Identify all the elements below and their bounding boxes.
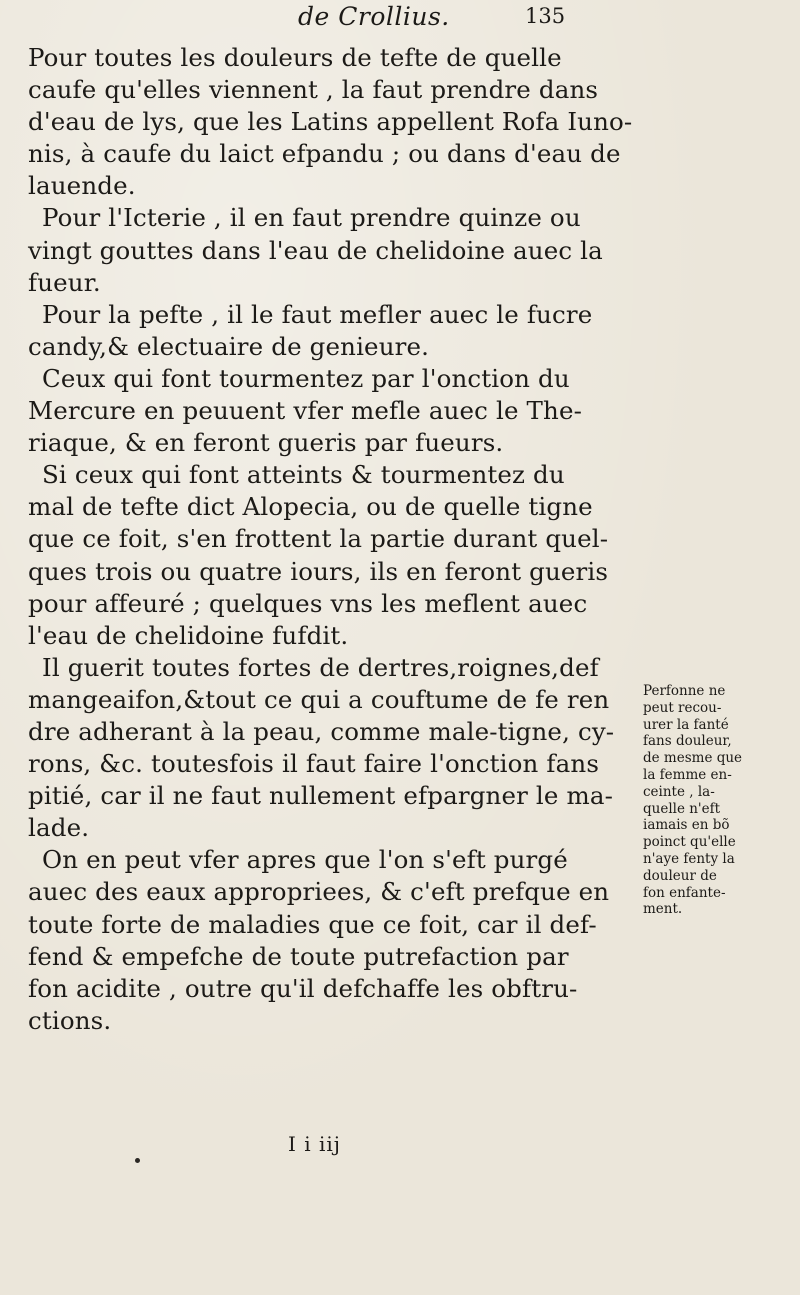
text-line: vingt gouttes dans l'eau de chelidoine auec la — [28, 235, 603, 265]
margin-note — [643, 683, 795, 918]
margin-note-line: la femme en- — [643, 766, 732, 783]
text-line: On en peut vfer apres que l'on s'eft purgé — [42, 845, 568, 875]
text-line: dre adherant à la peau, comme male-tigne, cy- — [28, 716, 615, 746]
text-line: Pour toutes les douleurs de tefte de quelle — [28, 43, 562, 72]
margin-note-line: poinct qu'elle — [643, 834, 736, 851]
margin-note-line: de mesme que — [643, 750, 743, 767]
text-line: ques trois ou quatre iours, ils en feront gueris — [28, 556, 609, 586]
text-line: auec des eaux appropriees, & c'eft prefque en — [28, 877, 610, 907]
margin-note-line: fon enfante- — [643, 884, 726, 901]
page-number: 135 — [525, 4, 566, 28]
ink-dot — [135, 1158, 140, 1163]
margin-note-line: Perfonne ne — [643, 683, 726, 699]
text-line: fend & empefche de toute putrefaction par — [28, 941, 569, 971]
margin-note-line: n'aye fenty la — [643, 850, 735, 867]
text-line: pitié, car il ne faut nullement efpargner le ma- — [28, 781, 614, 811]
body-text — [28, 42, 633, 1037]
text-line: rons, &c. toutesfois il faut faire l'onction fans — [28, 749, 600, 779]
margin-note-line: quelle n'eft — [643, 800, 721, 817]
text-line: caufe qu'elles viennent , la faut prendre dans — [28, 75, 599, 105]
text-line: toute forte de maladies que ce foit, car il def- — [28, 909, 597, 939]
text-line: fueur. — [28, 267, 101, 297]
text-line: que ce foit, s'en frottent la partie durant quel- — [28, 524, 609, 554]
text-line: Mercure en peuuent vfer mefle auec le The- — [28, 396, 583, 426]
margin-note-line: douleur de — [643, 867, 717, 884]
margin-note-line: ceinte , la- — [643, 783, 715, 800]
text-line: riaque, & en feront gueris par fueurs. — [28, 428, 504, 458]
text-line: mangeaifon,&tout ce qui a couftume de fe ren — [28, 684, 610, 714]
text-line: fon acidite , outre qu'il defchaffe les obftru- — [28, 973, 578, 1003]
text-line: d'eau de lys, que les Latins appellent Rofa Iuno- — [28, 107, 633, 137]
margin-note-line: urer la fanté — [643, 716, 729, 733]
text-line: nis, à caufe du laict efpandu ; ou dans d'eau de — [28, 139, 621, 169]
text-line: Si ceux qui font atteints & tourmentez du — [42, 460, 565, 490]
running-head — [0, 2, 800, 38]
text-line: Pour la pefte , il le faut mefler auec le fucre — [42, 299, 593, 329]
text-line: Ceux qui font tourmentez par l'onction du — [42, 363, 570, 393]
margin-note-line: iamais en bõ — [643, 817, 730, 834]
text-line: l'eau de chelidoine fufdit. — [28, 620, 349, 650]
text-line: pour affeuré ; quelques vns les meflent auec — [28, 588, 588, 618]
running-title: de Crollius. — [298, 2, 450, 31]
text-line: mal de tefte dict Alopecia, ou de quelle tigne — [28, 492, 593, 522]
margin-note-line: ment. — [643, 901, 683, 918]
text-line: Il guerit toutes fortes de dertres,roignes,def — [42, 652, 599, 682]
margin-note-line: fans douleur, — [643, 733, 732, 750]
text-line: lade. — [28, 813, 90, 843]
signature-mark: I i iij — [288, 1132, 342, 1156]
margin-note-line: peut recou- — [643, 699, 722, 716]
text-line: candy,& electuaire de genieure. — [28, 331, 430, 361]
text-line: lauende. — [28, 171, 136, 201]
text-line: Pour l'Icterie , il en faut prendre quinze ou — [42, 203, 581, 233]
text-line: ctions. — [28, 1005, 112, 1035]
